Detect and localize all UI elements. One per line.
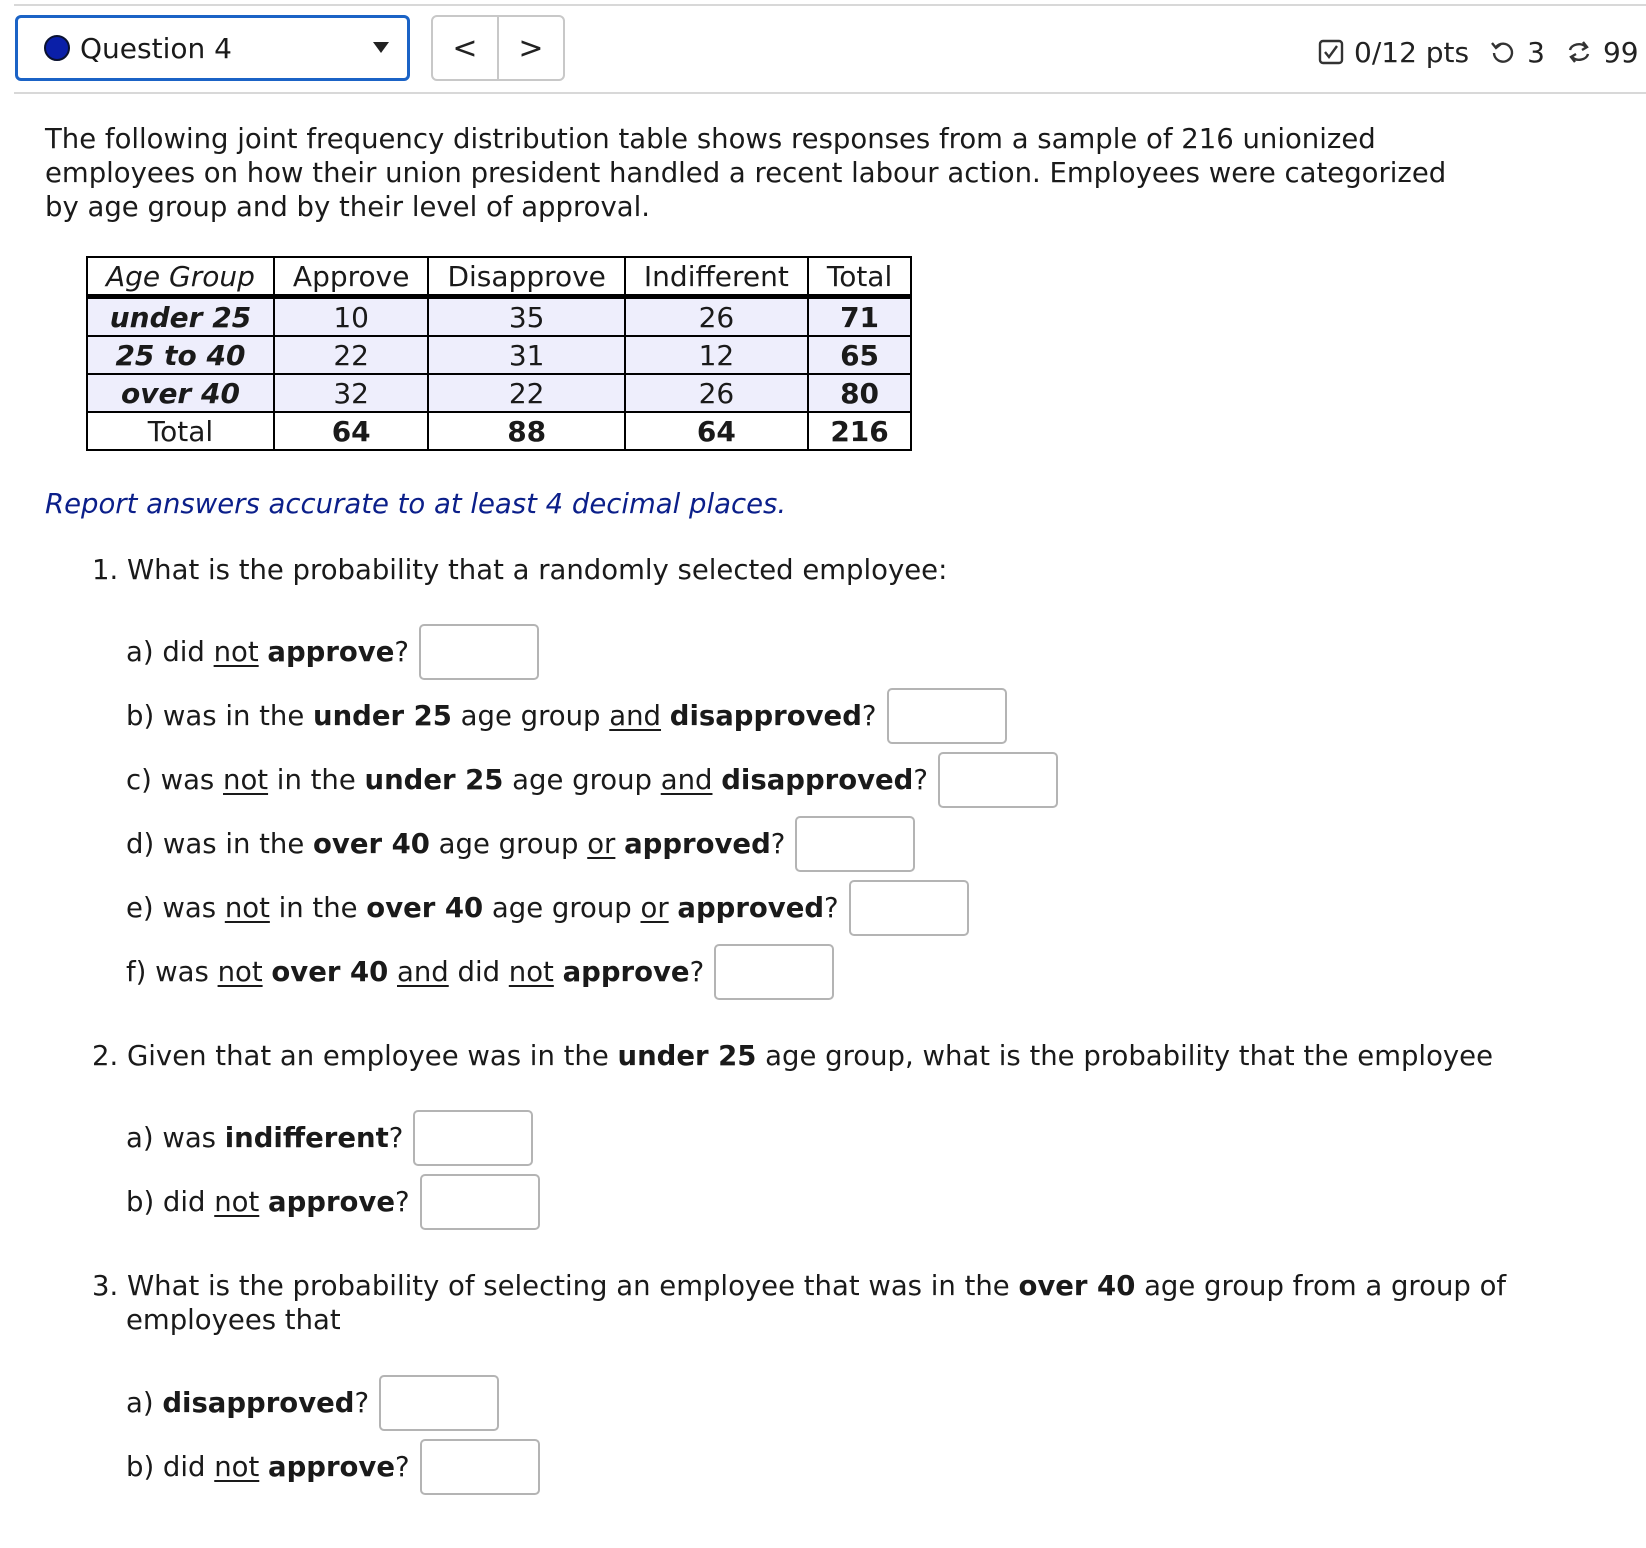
- question-1a-label: a) did not approve?: [126, 636, 409, 668]
- answer-input-3b[interactable]: [420, 1439, 540, 1495]
- question-nav: [431, 15, 565, 81]
- question-3b-label: b) did not approve?: [126, 1451, 410, 1483]
- answer-input-3a[interactable]: [379, 1375, 499, 1431]
- table-cell: 65: [808, 336, 911, 374]
- question-3-prompt: 3. What is the probability of selecting an employee that was in the over 40 age group from a group of: [92, 1270, 1507, 1302]
- answer-input-1d[interactable]: [795, 816, 915, 872]
- table-header-cell: Disapprove: [428, 257, 624, 297]
- regenerate-icon: [1565, 38, 1593, 66]
- previous-question-button[interactable]: <: [452, 30, 478, 66]
- table-row: [87, 297, 911, 337]
- table-cell: 80: [808, 374, 911, 412]
- question-1d: [126, 816, 915, 872]
- question-3a: [126, 1375, 499, 1431]
- question-3-text: What is the probability of selecting an employee that was in the: [126, 1270, 1019, 1302]
- top-divider: [14, 4, 1646, 6]
- question-select-label: Question 4: [80, 31, 232, 65]
- row-label: over 40: [87, 374, 274, 412]
- question-1-text: What is the probability that a randomly selected employee:: [126, 554, 948, 586]
- question-3a-label: a) disapproved?: [126, 1387, 370, 1419]
- question-2a-label: a) was indifferent?: [126, 1122, 404, 1154]
- answer-input-2b[interactable]: [420, 1174, 540, 1230]
- answer-input-1a[interactable]: [419, 624, 539, 680]
- answer-input-1e[interactable]: [849, 880, 969, 936]
- question-1b: [126, 688, 1007, 744]
- question-2-bold: under 25: [617, 1040, 757, 1072]
- question-1f-label: f) was not over 40 and did not approve?: [126, 956, 705, 988]
- question-1e-label: e) was not in the over 40 age group or approved?: [126, 892, 839, 924]
- table-header-row: [87, 257, 911, 297]
- question-1e: [126, 880, 969, 936]
- regens-count: 99: [1602, 35, 1639, 69]
- table-cell: 32: [274, 374, 429, 412]
- row-label: 25 to 40: [87, 336, 274, 374]
- undo-attempts-icon: [1489, 38, 1517, 66]
- next-question-button[interactable]: >: [497, 17, 563, 79]
- attempts-count: 3: [1527, 35, 1545, 69]
- table-row: [87, 412, 911, 450]
- table-cell: 35: [428, 297, 624, 337]
- answer-input-1b[interactable]: [887, 688, 1007, 744]
- answer-input-2a[interactable]: [413, 1110, 533, 1166]
- question-2-text-end: age group, what is the probability that the employee: [756, 1040, 1494, 1072]
- row-label: under 25: [87, 297, 274, 337]
- caret-down-icon: [373, 42, 389, 53]
- question-3-prompt-line2: employees that: [126, 1304, 341, 1336]
- question-3-text-end: age group from a group of: [1135, 1270, 1507, 1302]
- checkbox-icon: [1318, 39, 1344, 65]
- question-1a: [126, 624, 539, 680]
- question-3-bold: over 40: [1018, 1270, 1136, 1302]
- question-select[interactable]: [15, 15, 410, 81]
- table-header-cell: Indifferent: [625, 257, 808, 297]
- table-header-cell: Total: [808, 257, 911, 297]
- answer-input-1c[interactable]: [938, 752, 1058, 808]
- table-cell: 22: [428, 374, 624, 412]
- table-cell: 64: [625, 412, 808, 450]
- table-cell: 88: [428, 412, 624, 450]
- points-text: 0/12 pts: [1354, 35, 1470, 69]
- table-cell: 22: [274, 336, 429, 374]
- question-2-text: Given that an employee was in the: [126, 1040, 618, 1072]
- status-bar: [1318, 30, 1639, 74]
- question-3b: [126, 1439, 540, 1495]
- intro-paragraph: The following joint frequency distribution table shows responses from a sample of 216 unionized employees on how their union president handled a recent labour action. Employees were categorized by age group and by their level of approval.: [45, 123, 1447, 223]
- table-cell: 64: [274, 412, 429, 450]
- table-cell: 216: [808, 412, 911, 450]
- question-2-prompt: 2. Given that an employee was in the under 25 age group, what is the probability that the employee: [92, 1040, 1494, 1072]
- question-1-prompt: 1. What is the probability that a randomly selected employee:: [92, 554, 948, 586]
- header-divider: [14, 92, 1646, 94]
- table-header-cell: Approve: [274, 257, 429, 297]
- question-1c: [126, 752, 1058, 808]
- table-cell: 10: [274, 297, 429, 337]
- answer-input-1f[interactable]: [714, 944, 834, 1000]
- table-row: [87, 374, 911, 412]
- question-1b-label: b) was in the under 25 age group and disapproved?: [126, 700, 877, 732]
- question-1d-label: d) was in the over 40 age group or approved?: [126, 828, 786, 860]
- table-cell: 31: [428, 336, 624, 374]
- table-cell: 26: [625, 297, 808, 337]
- table-cell: 71: [808, 297, 911, 337]
- report-note: Report answers accurate to at least 4 decimal places.: [45, 488, 787, 520]
- question-2a: [126, 1110, 533, 1166]
- table-cell: 12: [625, 336, 808, 374]
- question-1f: [126, 944, 834, 1000]
- question-1c-label: c) was not in the under 25 age group and disapproved?: [126, 764, 928, 796]
- question-2b-label: b) did not approve?: [126, 1186, 410, 1218]
- question-2b: [126, 1174, 540, 1230]
- table-cell: 26: [625, 374, 808, 412]
- table-row: [87, 336, 911, 374]
- row-label: Total: [87, 412, 274, 450]
- frequency-table: [86, 256, 912, 451]
- question-status-dot-icon: [44, 35, 70, 61]
- table-header-cell: Age Group: [87, 257, 274, 297]
